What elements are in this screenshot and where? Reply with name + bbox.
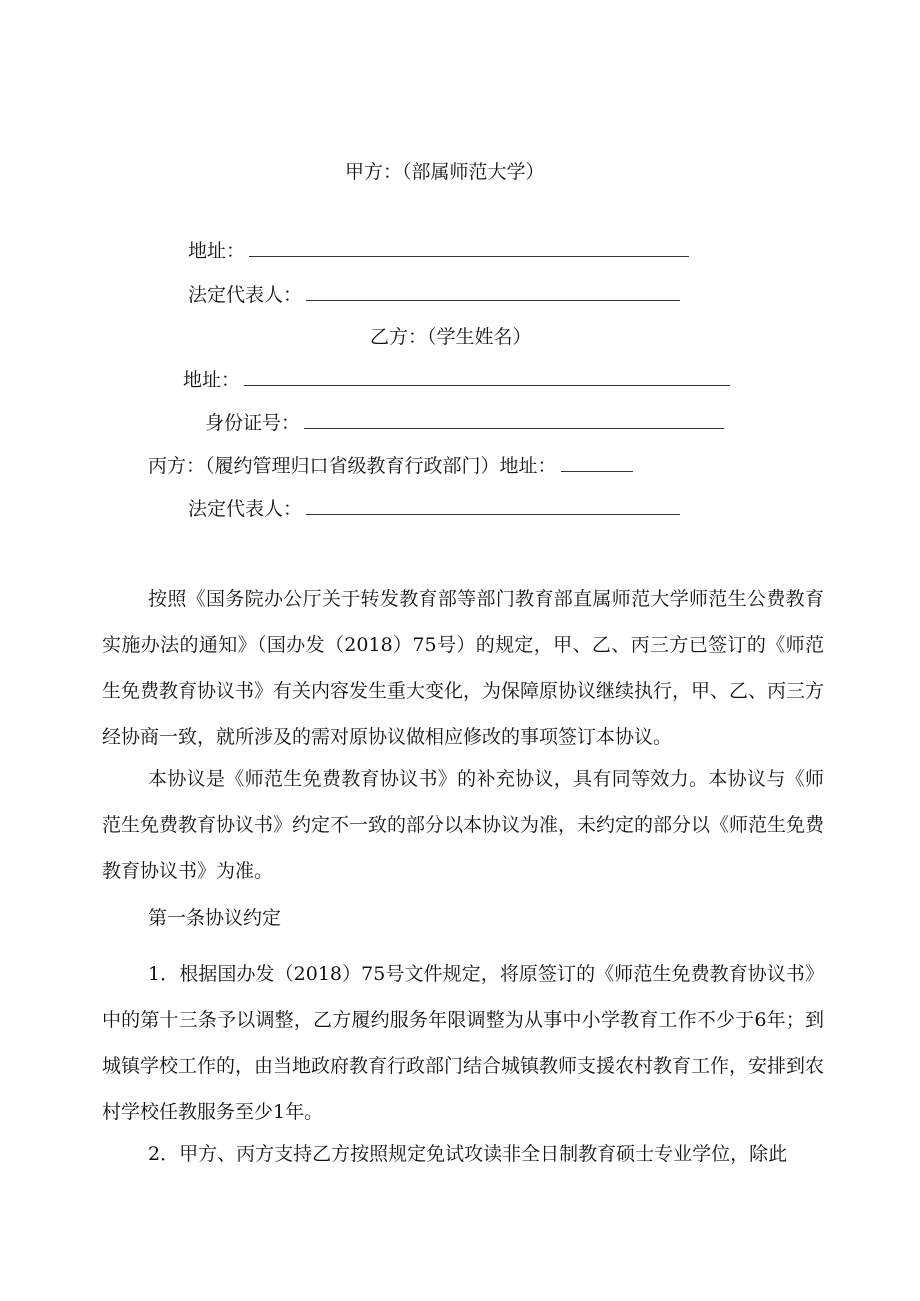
party-c-row — [148, 454, 633, 478]
party-b-id-row — [205, 411, 724, 435]
party-a-address-label: 地址： — [188, 240, 246, 262]
party-a-rep-label: 法定代表人： — [188, 284, 303, 306]
supplement-paragraph: 本协议是《师范生免费教育协议书》的补充协议，具有同等效力。本协议与《师范生免费教育协议书》约定不一致的部分以本协议为准，未约定的部分以《师范生免费教育协议书》为准。 — [102, 768, 825, 882]
party-c-label: 丙方：（履约管理归口省级教育行政部门）地址： — [148, 455, 557, 477]
party-a-address-blank — [249, 239, 689, 257]
party-a-rep-blank — [306, 283, 680, 301]
item-1-paragraph: 1．根据国办发（2018）75号文件规定，将原签订的《师范生免费教育协议书》中的第十三条予以调整，乙方履约服务年限调整为从事中小学教育工作不少于6年；到城镇学校工作的，由当地政府教育行政部门结合城镇教师支援农村教育工作，安排到农村学校任教服务至少1年。 — [102, 963, 825, 1123]
party-a-rep-row — [188, 283, 680, 307]
party-c-rep-blank — [306, 497, 680, 515]
party-b-id-label: 身份证号： — [205, 412, 301, 434]
party-b-address-row — [183, 368, 730, 392]
item-2-paragraph: 2．甲方、丙方支持乙方按照规定免试攻读非全日制教育硕士专业学位，除此 — [148, 1143, 788, 1165]
party-b-address-blank — [244, 368, 730, 386]
party-b-id-blank — [304, 411, 724, 429]
party-c-rep-row — [188, 497, 680, 521]
article-one-title: 第一条协议约定 — [148, 907, 282, 929]
party-b-title: 乙方：（学生姓名） — [370, 326, 532, 348]
party-b-address-label: 地址： — [183, 369, 241, 391]
party-c-address-blank — [561, 454, 633, 472]
party-c-rep-label: 法定代表人： — [188, 498, 303, 520]
party-a-address-row — [188, 239, 689, 263]
intro-paragraph: 按照《国务院办公厅关于转发教育部等部门教育部直属师范大学师范生公费教育实施办法的通知》（国办发（2018）75号）的规定，甲、乙、丙三方已签订的《师范生免费教育协议书》有关内容发生重大变化，为保障原协议继续执行，甲、乙、丙三方经协商一致，就所涉及的需对原协议做相应修改的事项签订本协议。 — [102, 588, 825, 748]
party-a-title: 甲方：（部属师范大学） — [345, 161, 545, 183]
